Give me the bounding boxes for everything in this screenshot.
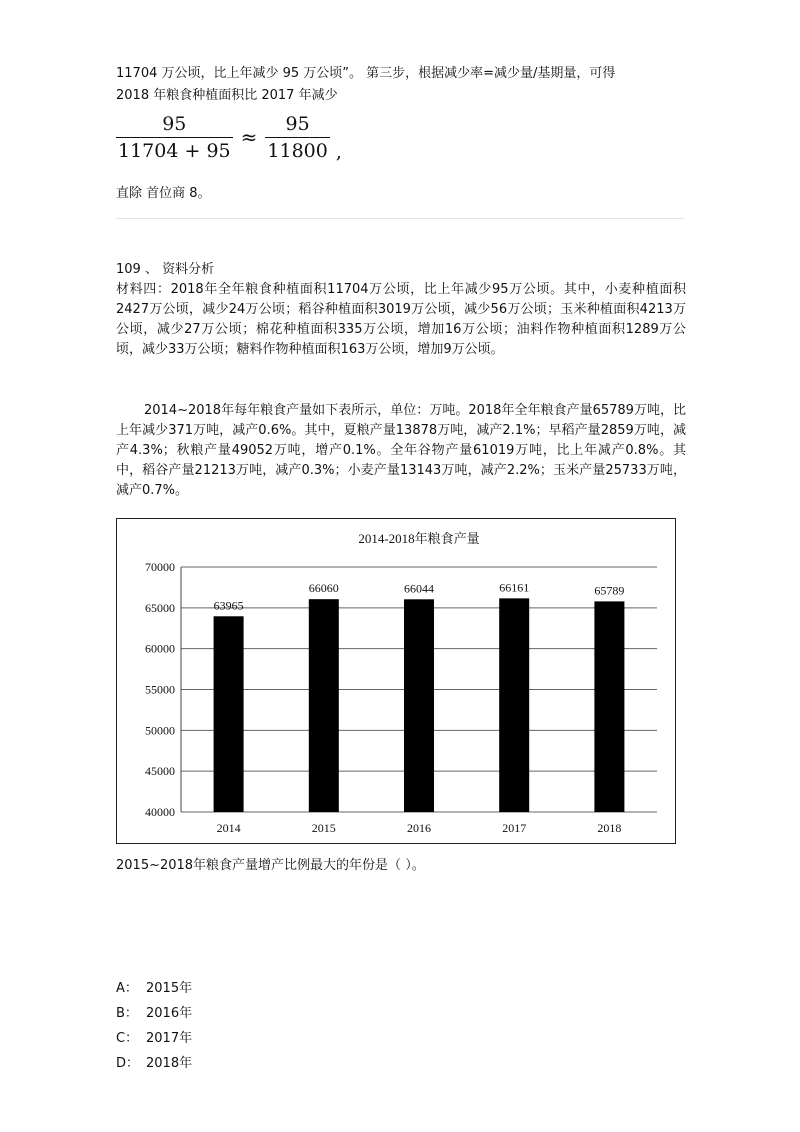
bar-2014 [214, 616, 244, 812]
fraction-right-denominator: 11800 [265, 137, 329, 162]
chart-title: 2014-2018年粮食产量 [358, 531, 480, 546]
data-label-2015: 66060 [308, 581, 339, 596]
option-d-text: 2018年 [146, 1056, 193, 1071]
material-five: 2014~2018年每年粮食产量如下表所示，单位：万吨。2018年全年粮食产量65789万吨，比上年减少371万吨，减产0.6%。其中，夏粮产量13878万吨，减产2.1%；早稻产量2859万吨，减产4.3%；秋粮产量49052万吨，增产0.1%。全年谷物产量61019万吨，比上年减产0.8%。其中，稻谷产量21213万吨，减产0.3%；小麦产量13143万吨，减产2.2%；玉米产量25733万吨，减产0.7%。 [116, 403, 686, 498]
x-tick-label-2014: 2014 [216, 821, 241, 835]
option-b-text: 2016年 [146, 1006, 193, 1021]
y-tick-label-70000: 70000 [145, 560, 175, 574]
fraction-left-numerator: 95 [162, 112, 187, 135]
data-label-2016: 66044 [404, 581, 434, 596]
grain-output-chart [116, 518, 676, 844]
option-c-text: 2017年 [146, 1031, 193, 1046]
bar-2017 [499, 598, 529, 812]
fraction-right-numerator: 95 [285, 112, 310, 135]
option-a[interactable] [116, 977, 192, 996]
option-a-text: 2015年 [146, 981, 193, 996]
option-a-key: A： [116, 981, 138, 996]
y-tick-label-45000: 45000 [145, 764, 175, 779]
data-label-2017: 66161 [499, 580, 530, 595]
fraction-left-denominator: 11704 + 95 [116, 137, 233, 162]
option-c-key: C： [116, 1031, 139, 1046]
bar-2015 [309, 599, 339, 812]
bar-2018 [594, 601, 624, 812]
x-tick-label-2018: 2018 [597, 821, 622, 835]
formula [116, 109, 342, 165]
previous-answer-conclusion: 直除 首位商 8。 [116, 186, 211, 201]
approx-sign: ≈ [240, 125, 258, 149]
bar-2016 [404, 599, 434, 812]
fraction-right [265, 113, 329, 162]
material-four: 材料四：2018年全年粮食种植面积11704万公顷，比上年减少95万公顷。其中，小麦种植面积2427万公顷，减少24万公顷；稻谷种植面积3019万公顷，减少56万公顷；玉米种植面积4213万公顷，减少27万公顷；棉花种植面积335万公顷，增加16万公顷；油料作物种植面积1289万公顷，减少33万公顷；糖料作物种植面积163万公顷，增加9万公顷。 [116, 282, 686, 357]
fraction-left [116, 113, 233, 162]
option-b[interactable] [116, 1002, 192, 1021]
previous-answer-line-2: 2018 年粮食种植面积比 2017 年减少 [116, 88, 338, 103]
y-tick-label-60000: 60000 [145, 641, 175, 656]
y-tick-label-65000: 65000 [145, 600, 175, 615]
option-b-key: B： [116, 1006, 138, 1021]
y-tick-label-55000: 55000 [145, 682, 175, 697]
data-label-2018: 65789 [594, 583, 625, 598]
section-divider [116, 218, 684, 219]
question-number: 109 、 资料分析 [116, 262, 215, 277]
option-d[interactable] [116, 1052, 192, 1071]
x-tick-label-2017: 2017 [502, 821, 527, 835]
y-tick-label-40000: 40000 [145, 805, 175, 819]
formula-comma: , [335, 141, 342, 163]
chart-canvas [117, 519, 674, 842]
option-d-key: D： [116, 1056, 140, 1071]
question-prompt: 2015~2018年粮食产量增产比例最大的年份是（ ）。 [116, 858, 425, 873]
x-tick-label-2016: 2016 [407, 821, 431, 835]
previous-answer-line-1: 11704 万公顷，比上年减少 95 万公顷”。 第三步，根据减少率=减少量/基期量，可得 [116, 66, 616, 81]
y-tick-label-50000: 50000 [145, 723, 175, 738]
option-c[interactable] [116, 1027, 192, 1046]
x-tick-label-2015: 2015 [311, 821, 336, 835]
data-label-2014: 63965 [213, 598, 244, 613]
